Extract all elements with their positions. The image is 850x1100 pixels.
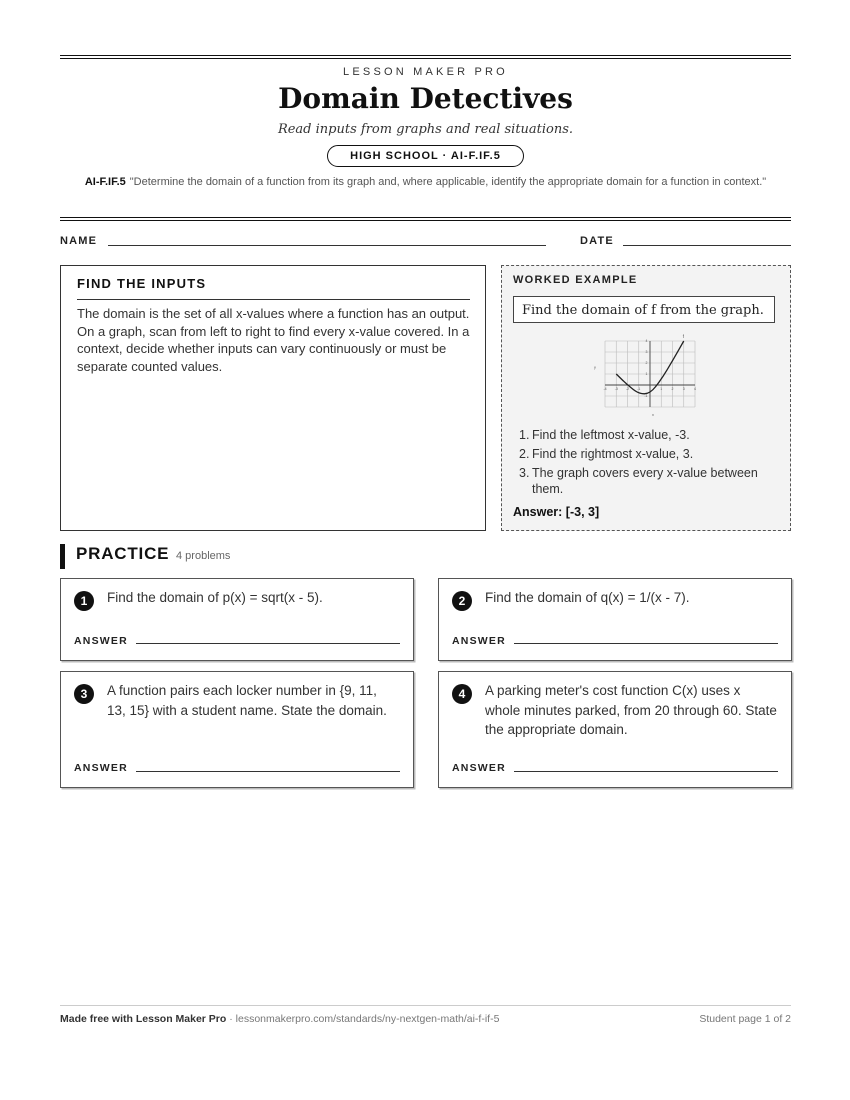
step-item <box>513 427 783 443</box>
find-inputs-heading: FIND THE INPUTS <box>77 276 207 291</box>
date-label: DATE <box>580 235 614 247</box>
footer-credit <box>60 1013 499 1025</box>
standard-statement <box>60 174 791 191</box>
step-number: 2. <box>519 447 530 461</box>
answer-label: ANSWER <box>74 635 128 647</box>
x-tick-label: 2 <box>671 387 674 391</box>
problem-number: 1 <box>74 591 94 611</box>
problem-text: A parking meter's cost function C(x) uses x whole minutes parked, from 20 through 60. State the appropriate domain. <box>485 683 777 737</box>
grade-standard-badge: HIGH SCHOOL · AI-F.IF.5 <box>327 145 524 167</box>
footer-url[interactable]: · lessonmakerpro.com/standards/ny-nextgen-math/ai-f-if-5 <box>226 1013 500 1025</box>
standard-text: "Determine the domain of a function from its graph and, where applicable, identify the appropriate domain for a function in context." <box>129 176 767 188</box>
domain-graph <box>588 330 698 420</box>
top-double-rule <box>60 55 791 59</box>
step-text: Find the leftmost x-value, -3. <box>532 428 690 442</box>
page-title: Domain Detectives <box>278 82 573 115</box>
standard-code: AI-F.IF.5 <box>84 176 126 188</box>
x-tick-label: -2 <box>625 387 630 391</box>
name-label: NAME <box>60 235 98 247</box>
answer-label: ANSWER <box>452 635 506 647</box>
y-tick-label: 4 <box>645 339 648 344</box>
heading-divider <box>77 299 470 300</box>
find-inputs-panel <box>60 265 486 531</box>
answer-field[interactable] <box>514 771 778 772</box>
x-tick-label: -1 <box>637 387 641 391</box>
worked-steps <box>513 427 783 500</box>
x-axis-label: x <box>652 413 654 417</box>
step-number: 1. <box>519 428 530 442</box>
x-tick-label: 4 <box>694 387 696 391</box>
answer-field[interactable] <box>136 643 400 644</box>
problem-card-2 <box>438 578 792 661</box>
page-subtitle: Read inputs from graphs and real situations. <box>277 122 574 137</box>
problem-text: Find the domain of q(x) = 1/(x - 7). <box>485 590 690 605</box>
worked-answer: Answer: [-3, 3] <box>513 505 600 519</box>
answer-label: ANSWER <box>452 762 506 774</box>
x-tick-label: 1 <box>660 387 663 391</box>
y-tick-label: 1 <box>645 372 648 377</box>
problem-number: 4 <box>452 684 472 704</box>
y-tick-label: 2 <box>645 361 648 366</box>
x-tick-label: 3 <box>682 387 685 391</box>
y-tick-label: -1 <box>644 394 648 399</box>
find-inputs-body: The domain is the set of all x-values where a function has an output. On a graph, scan from left to right to find every x-value covered. In a context, decide whether inputs can vary continuously or must be separate counted values. <box>77 306 470 374</box>
step-item <box>513 465 783 497</box>
practice-count: 4 problems <box>176 550 231 562</box>
problem-card-4 <box>438 671 792 788</box>
problem-number: 3 <box>74 684 94 704</box>
practice-accent-bar <box>60 544 65 569</box>
name-field[interactable] <box>108 245 546 246</box>
problem-card-3 <box>60 671 414 788</box>
problem-text: A function pairs each locker number in {9, 11, 13, 15} with a student name. State the domain. <box>107 683 387 718</box>
worked-example-heading: WORKED EXAMPLE <box>513 274 638 286</box>
date-field[interactable] <box>623 245 791 246</box>
problem-text: Find the domain of p(x) = sqrt(x - 5). <box>107 590 323 605</box>
worked-example-panel <box>501 265 791 531</box>
problem-number: 2 <box>452 591 472 611</box>
step-item <box>513 446 783 462</box>
footer-divider <box>60 1005 791 1006</box>
answer-label: ANSWER <box>74 762 128 774</box>
header-bottom-rule <box>60 217 791 221</box>
curve-label: f <box>682 334 684 339</box>
footer-page-number: Student page 1 of 2 <box>699 1013 791 1025</box>
step-number: 3. <box>519 466 530 480</box>
step-text: The graph covers every x-value between them. <box>532 466 758 496</box>
answer-field[interactable] <box>514 643 778 644</box>
x-tick-label: -4 <box>603 387 607 391</box>
answer-field[interactable] <box>136 771 400 772</box>
problem-card-1 <box>60 578 414 661</box>
y-axis-label: y <box>594 365 596 370</box>
y-tick-label: 3 <box>645 350 648 355</box>
worked-example-prompt: Find the domain of f from the graph. <box>513 296 775 323</box>
brand-name: LESSON MAKER PRO <box>343 66 508 78</box>
footer-made-with: Made free with Lesson Maker Pro <box>60 1013 227 1025</box>
practice-title: PRACTICE <box>76 544 170 563</box>
step-text: Find the rightmost x-value, 3. <box>532 447 694 461</box>
x-tick-label: -3 <box>614 387 618 391</box>
